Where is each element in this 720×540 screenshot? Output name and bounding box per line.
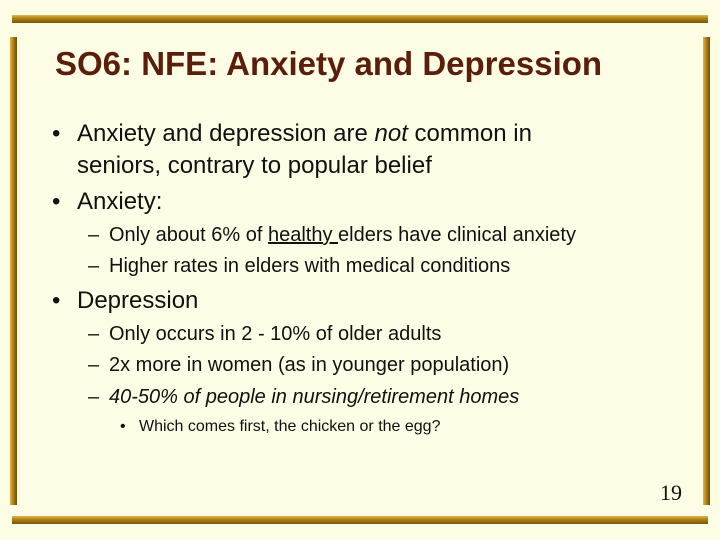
frame-left-bar: [10, 37, 17, 505]
sub-bullet-text: 2x more in women (as in younger population): [109, 354, 510, 376]
bullet-text: Depression: [77, 287, 199, 314]
frame-bottom-bar: [12, 516, 708, 524]
sub-bullet-text: 40-50% of people in nursing/retirement homes: [109, 386, 520, 408]
sub-bullet-marker: –: [88, 255, 100, 277]
sub-bullet-marker: –: [88, 386, 100, 408]
bullet-marker: •: [52, 188, 61, 215]
bullet-text-part: Anxiety and depression are: [77, 120, 375, 147]
bullet-continuation: seniors, contrary to popular belief: [77, 152, 432, 179]
bullet-marker: •: [52, 287, 61, 314]
frame-right-bar: [703, 37, 710, 505]
bullet-text: [77, 120, 532, 148]
sub-bullet-text: [109, 224, 576, 247]
page-number: 19: [660, 480, 682, 505]
sub-bullet-text-part: elders have clinical anxiety: [338, 224, 576, 246]
sub-bullet-text: Only occurs in 2 - 10% of older adults: [109, 323, 442, 345]
bullet-text-part: common in: [407, 120, 532, 147]
sub-sub-bullet-marker: •: [120, 418, 126, 435]
frame-top-bar: [12, 15, 708, 23]
sub-bullet-text-part: Only about 6% of: [109, 224, 268, 246]
bullet-emphasis: not: [374, 120, 408, 147]
bullet-text: Anxiety:: [77, 188, 163, 215]
sub-bullet-marker: –: [88, 354, 100, 376]
underlined-word: healthy: [267, 224, 339, 246]
sub-bullet-marker: –: [88, 323, 100, 345]
slide-title: SO6: NFE: Anxiety and Depression: [55, 45, 603, 82]
bullet-marker: •: [52, 120, 61, 147]
sub-bullet-marker: –: [88, 224, 100, 246]
sub-bullet-text: Higher rates in elders with medical conditions: [109, 255, 511, 277]
sub-sub-bullet-text: Which comes first, the chicken or the egg?: [139, 418, 441, 435]
